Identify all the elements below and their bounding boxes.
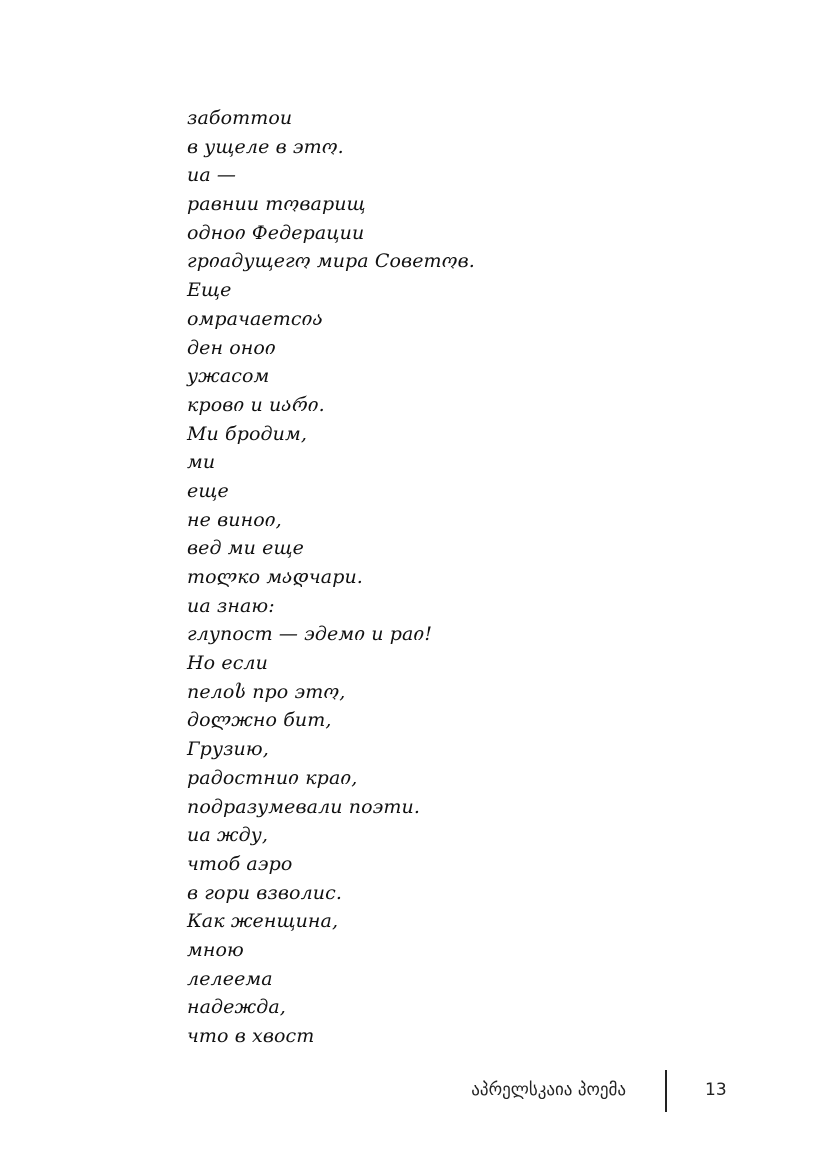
poem-line: ми: [187, 451, 216, 474]
poem-line: иа знаю:: [187, 594, 275, 617]
running-title: აპრელსკაია პოემა: [471, 1080, 626, 1100]
poem-line: ден оноი: [187, 336, 276, 359]
page-number: 13: [705, 1080, 727, 1100]
poem-line: лелеема: [187, 967, 273, 990]
poem-line: в гори взволис.: [187, 881, 343, 904]
poem-line: иа жду,: [187, 824, 269, 847]
poem-line: одноი Федерации: [187, 221, 365, 244]
poem-line: надежда,: [187, 996, 286, 1019]
poem-line: тоლко мადчари.: [187, 566, 363, 588]
poem-line: омрачаетсია: [187, 307, 324, 330]
poem-line: чтоб аэро: [187, 852, 293, 875]
poem-line: Но если: [187, 652, 268, 675]
poem-line: Еще: [187, 279, 232, 302]
poem-line: глупост — эдемი и раი!: [187, 623, 433, 646]
poem-line: Ми бродим,: [187, 422, 308, 445]
poem-line: радостниი краი,: [187, 766, 358, 789]
poem-line: вед ми еще: [187, 537, 304, 560]
poem-line: в ущеле в этო.: [187, 135, 344, 158]
page-footer: [0, 1070, 823, 1114]
poem-line: мною: [187, 938, 244, 961]
poem-line: Как женщина,: [187, 910, 339, 933]
poem-line: равнии тოварищ: [187, 193, 366, 216]
poem-line: ужасом: [187, 365, 270, 388]
poem-line: еще: [187, 479, 229, 502]
poem-line: заботтои: [187, 107, 293, 129]
poem-line: грიадущегო мира Советოв.: [187, 250, 475, 273]
poem-line: иа —: [187, 164, 237, 187]
poem-line: подразумевали поэти.: [187, 795, 420, 818]
poem-line: Грузию,: [187, 738, 269, 761]
poem-line: доლжно бит,: [187, 709, 332, 732]
footer-divider: [665, 1070, 667, 1112]
poem-line: кровი и иარი.: [187, 393, 325, 416]
poem-text: [187, 104, 475, 1051]
poem-line: пелоს про этო,: [187, 680, 346, 703]
poem-line: не виноი,: [187, 508, 282, 531]
poem-line: что в хвост: [187, 1025, 315, 1047]
